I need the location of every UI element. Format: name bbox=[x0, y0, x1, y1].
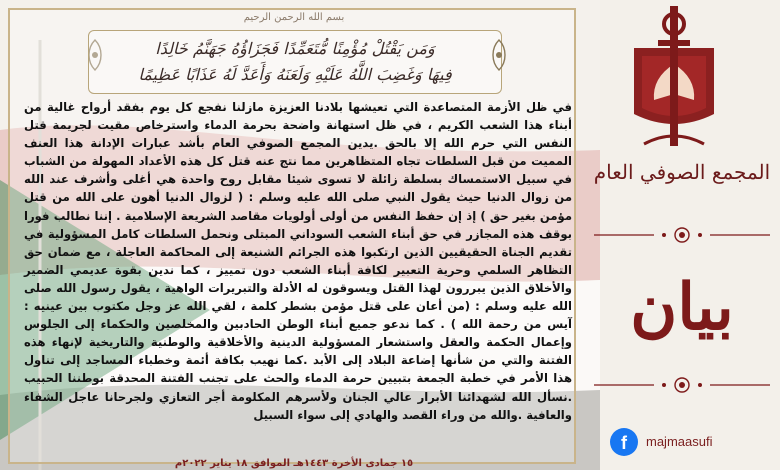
sidebar bbox=[584, 0, 780, 470]
divider-ornament-bottom-icon bbox=[594, 376, 770, 394]
statement-date: ١٥ جمادى الأخرة ١٤٤٣هـ الموافق ١٨ يناير ٢٠٢٢م bbox=[174, 458, 414, 469]
verse-line-2: فِيهَا وَغَضِبَ اللَّهُ عَلَيْهِ وَلَعَنَهُ وَأَعَدَّ لَهُ عَذَابًا عَظِيمًا bbox=[138, 65, 452, 84]
verse-line-1: وَمَن يَقْتُلْ مُؤْمِنًا مُّتَعَمِّدًا فَجَزَاؤُهُ جَهَنَّمُ خَالِدًا bbox=[155, 39, 435, 58]
statement-title: بيان bbox=[630, 270, 734, 345]
facebook-icon[interactable]: f bbox=[610, 428, 638, 456]
social-link[interactable] bbox=[610, 428, 780, 458]
social-handle[interactable]: majmaasufi bbox=[646, 434, 713, 449]
organization-name: المجمع الصوفي العام bbox=[593, 160, 771, 184]
statement-body: في ظل الأزمة المتصاعدة التي تعيشها بلادنا العزيزة مازلنا نفجع كل يوم بفقد أرواح غالية من أبناء هذا الشعب الكريم ، في ظل استهانة واضحة بحرمة الدماء واسترخاص مقيت لجريمة قتل النفس التي حرم الله إلا بالحق .يدين المجمع الصوفي العام بأشد عبارات الإدانة هذا العنف المميت من قبل السلطات تجاه المتظاهرين مما نتج عنه قتل كل هذه الأعداد المهولة من الشباب في سبيل الاستمساك بسلطة زائلة لا تسوى شيئا مقابل روح واحدة هي أغلى وأشرف عند الله من زوال الدنيا حيث يقول النبي صلى الله عليه وسلم : ( لزوال الدنيا أهون على الله من قتل مؤمن بغير حق ) إذ إن حفظ النفس من أولى أولويات مقاصد الشريعة الإسلامية . إننا نطالب فورا بوقف هذه المجازر في حق أبناء الشعب السوداني المبتلى ونحمل السلطات كامل المسؤولية في تقديم الجناة الحقيقيين الذين ارتكبوا هذه الجرائم الشنيعة إلى المحاكمة العاجلة ، مع ضمان حق التظاهر السلمي وحرية التعبير لكافة أبناء الشعب دون تمييز ، كما ندين بقوة عديمي الضمير والأخلاق الذين يبررون لهذا القتل ويسوقون له الأدلة والتبريرات الواهية ، يقول رسول الله صلى الله عليه وسلم : (من أعان على قتل مؤمن بشطر كلمة ، لقي الله عز وجل مكتوب بين عينيه : آيس من رحمة الله ) . كما ندعو جميع أبناء الوطن الحادبين والمخلصين والحكماء إلى الجلوس وإعمال الحكمة والعقل واستشعار المسؤولية الدينية والأخلاقية والوطنية والتاريخية لإنهاء هذه الفتنة والتي من شأنها إضاعة البلاد إلى الأبد .كما نهيب بكافة أئمة وخطباء المساجد إلى تناول هذا الأمر في خطبة الجمعة بتبيين حرمة الدماء والحث على تجنب الفتنة المحدقة بوطننا الحبيب .نسأل الله لشهدائنا الأبرار عالي الجنان ولأسرهم المكلومة أجر التعازي ولجرحانا عاجل الشفاء والعافية .والله من وراء القصد والهادي إلى سواء السبيل bbox=[24, 100, 572, 422]
quran-verse-box bbox=[88, 30, 502, 94]
basmala: بسم الله الرحمن الرحيم bbox=[243, 12, 345, 23]
divider-ornament-top-icon bbox=[594, 226, 770, 244]
sufi-council-emblem-icon bbox=[614, 4, 734, 154]
statement-panel bbox=[8, 8, 576, 469]
ornament-right-icon bbox=[488, 38, 510, 72]
